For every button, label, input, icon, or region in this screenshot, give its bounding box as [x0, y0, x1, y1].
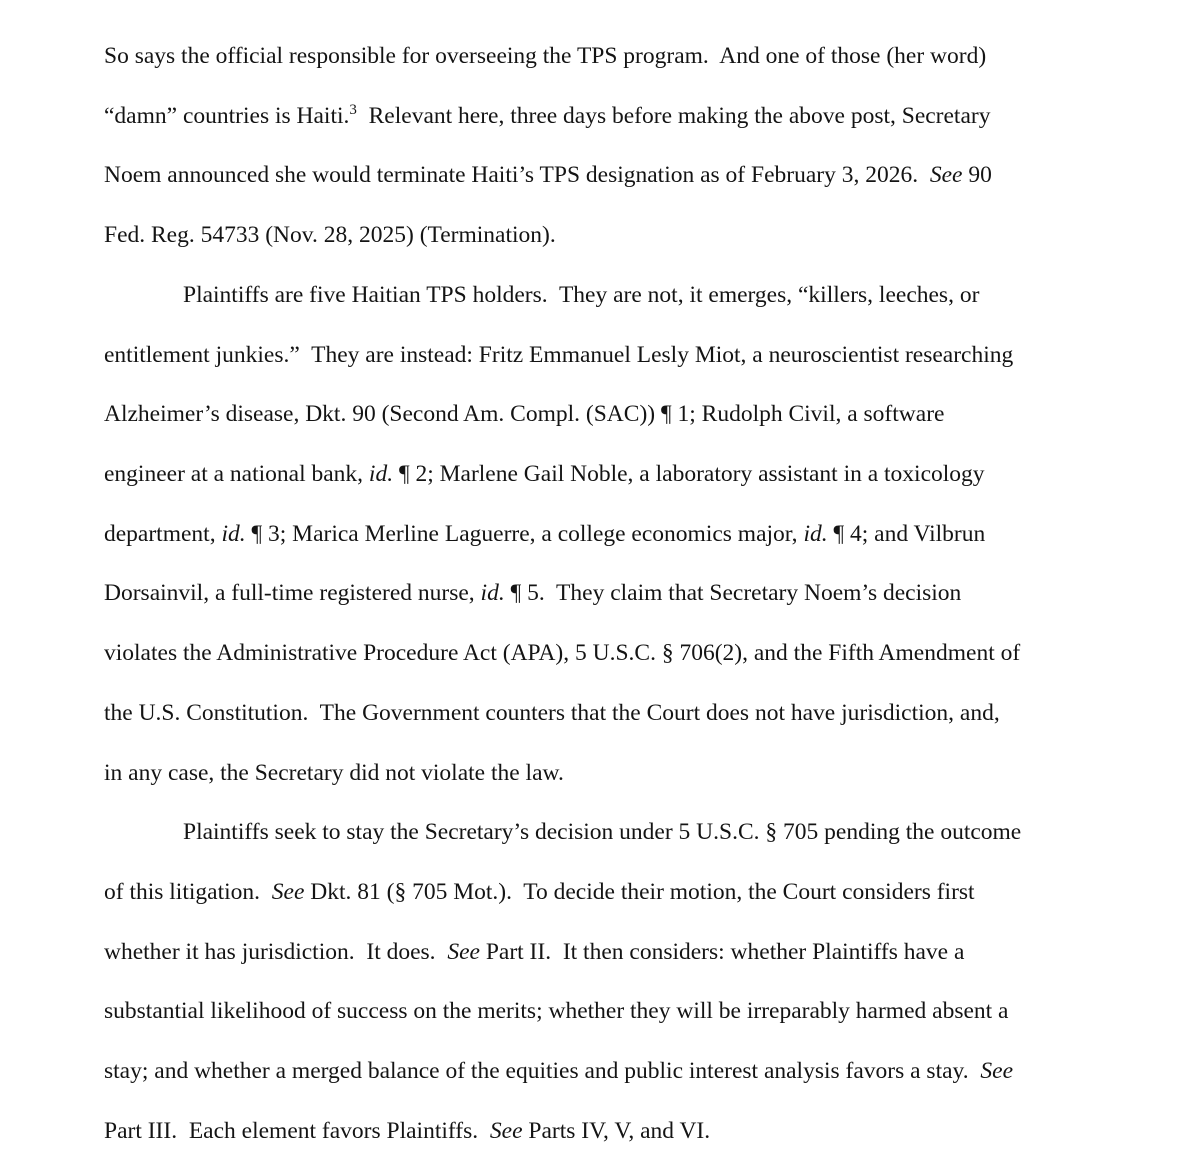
citation-signal-see: See [980, 1058, 1014, 1084]
text-line-12 [104, 698, 1000, 728]
line-19-text-cont: Parts IV, V, and VI. [522, 1118, 711, 1144]
line-2-text-cont: Relevant here, three days before making the above post, Secretary [356, 103, 991, 129]
line-13-text: in any case, the Secretary did not violate the law. [104, 760, 564, 786]
text-line-17 [104, 996, 1009, 1026]
text-line-11 [104, 638, 1020, 668]
line-1-text: So says the official responsible for overseeing the TPS program. And one of those (her word) [104, 43, 987, 69]
line-6-text: entitlement junkies.” They are instead: Fritz Emmanuel Lesly Miot, a neuroscientist researching [104, 342, 1014, 368]
text-line-14 [183, 817, 1021, 847]
line-11-text: violates the Administrative Procedure Act (APA), 5 U.S.C. § 706(2), and the Fifth Amendment of [104, 640, 1021, 666]
footnote-ref-3: 3 [349, 102, 357, 118]
citation-id: id. [480, 580, 505, 606]
citation-signal-see: See [489, 1118, 523, 1144]
line-5-text: Plaintiffs are five Haitian TPS holders. They are not, it emerges, “killers, leeches, or [183, 282, 980, 308]
text-line-10 [104, 578, 961, 608]
line-17-text: substantial likelihood of success on the merits; whether they will be irreparably harmed absent a [104, 998, 1009, 1024]
text-line-19 [104, 1116, 710, 1146]
text-line-13 [104, 758, 564, 788]
text-line-8 [104, 459, 985, 489]
text-line-6 [104, 340, 1013, 370]
text-line-16 [104, 937, 964, 967]
line-9-text-end: ¶ 4; and Vilbrun [827, 521, 986, 547]
text-line-5 [183, 280, 979, 310]
text-line-2 [104, 101, 990, 131]
line-16-text-cont: Part II. It then considers: whether Plaintiffs have a [479, 939, 965, 965]
line-9-text: department, [104, 521, 222, 547]
line-8-text-cont: ¶ 2; Marlene Gail Noble, a laboratory assistant in a toxicology [393, 461, 985, 487]
text-line-15 [104, 877, 975, 907]
citation-signal-see: See [271, 879, 305, 905]
text-line-3 [104, 160, 992, 190]
citation-id: id. [221, 521, 246, 547]
line-4-text: Fed. Reg. 54733 (Nov. 28, 2025) (Termination). [104, 222, 556, 248]
line-10-text: Dorsainvil, a full-time registered nurse, [104, 580, 481, 606]
citation-signal-see: See [929, 162, 963, 188]
citation-signal-see: See [447, 939, 480, 965]
line-7-text: Alzheimer’s disease, Dkt. 90 (Second Am. Compl. (SAC)) ¶ 1; Rudolph Civil, a software [104, 401, 945, 427]
line-18-text: stay; and whether a merged balance of the equities and public interest analysis favors a stay. [104, 1058, 981, 1084]
text-line-4 [104, 220, 556, 250]
line-12-text: the U.S. Constitution. The Government counters that the Court does not have jurisdiction, and, [104, 700, 1000, 726]
citation-id: id. [368, 461, 394, 487]
line-19-text: Part III. Each element favors Plaintiffs. [104, 1118, 490, 1144]
line-15-text-cont: Dkt. 81 (§ 705 Mot.). To decide their motion, the Court considers first [304, 879, 975, 905]
line-2-text: “damn” countries is Haiti. [104, 103, 350, 129]
line-10-text-cont: ¶ 5. They claim that Secretary Noem’s decision [504, 580, 962, 606]
line-9-text-cont: ¶ 3; Marica Merline Laguerre, a college economics major, [245, 521, 804, 547]
line-14-text: Plaintiffs seek to stay the Secretary’s decision under 5 U.S.C. § 705 pending the outcome [183, 819, 1022, 845]
text-line-7 [104, 399, 944, 429]
line-3-text-cont: 90 [962, 162, 992, 188]
text-line-9 [104, 519, 985, 549]
line-16-text: whether it has jurisdiction. It does. [104, 939, 448, 965]
line-8-text: engineer at a national bank, [104, 461, 369, 487]
text-line-1 [104, 41, 986, 71]
line-15-text: of this litigation. [104, 879, 272, 905]
citation-id: id. [803, 521, 828, 547]
line-3-text: Noem announced she would terminate Haiti’s TPS designation as of February 3, 2026. [104, 162, 930, 188]
text-line-18 [104, 1056, 1013, 1086]
